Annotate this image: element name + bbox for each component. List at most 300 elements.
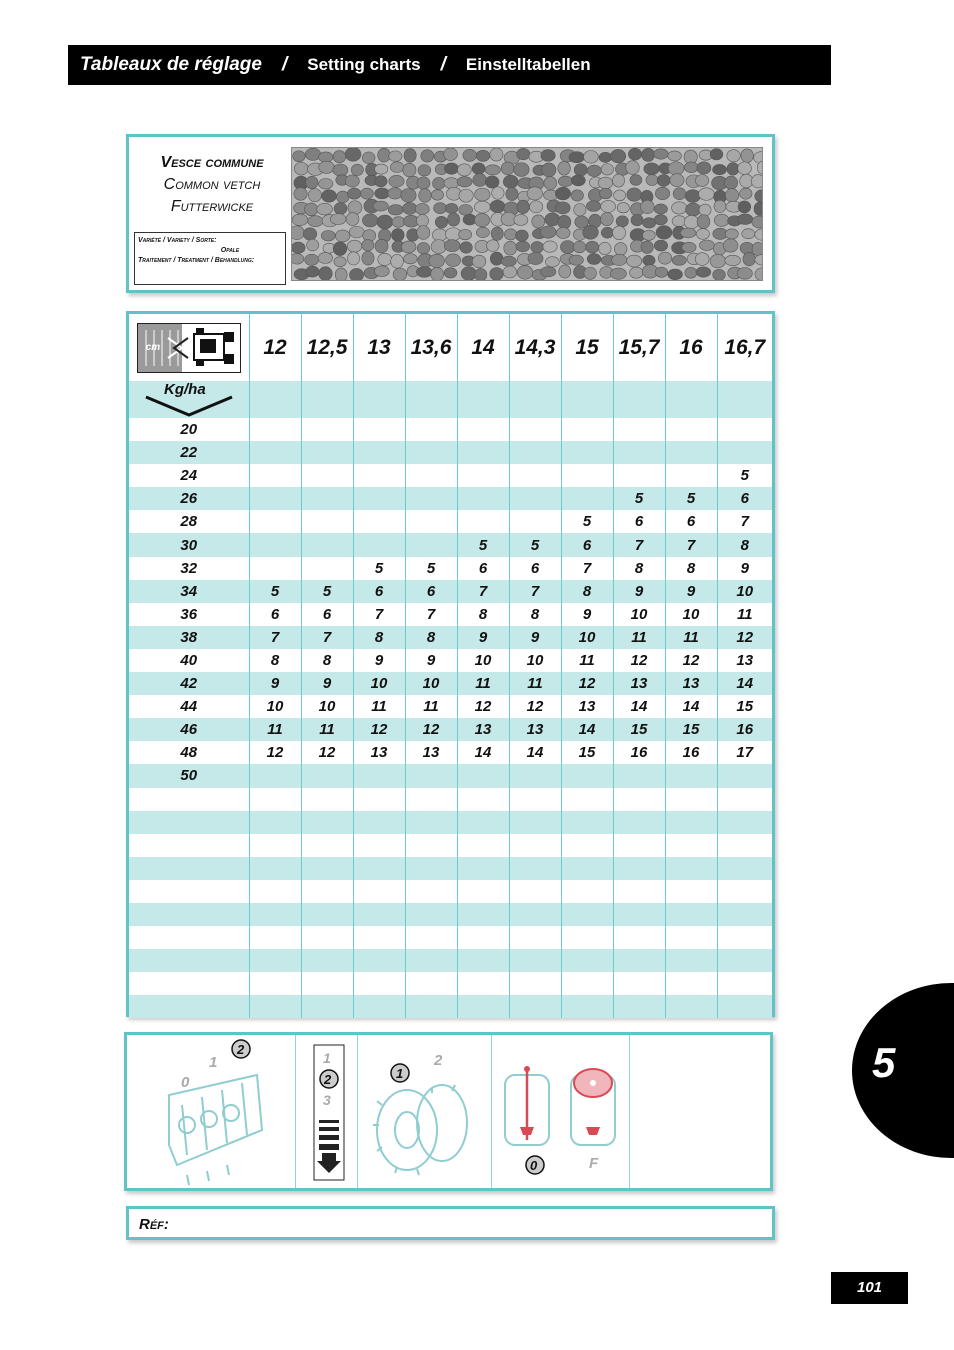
table-cell [509,764,561,787]
table-cell: 11 [613,626,665,649]
seed-grain [435,216,447,228]
seed-grain [560,241,574,254]
table-cell [249,788,301,811]
table-cell [353,903,405,926]
table-cell [509,510,561,533]
seed-grain [601,227,613,238]
table-cell: 8 [717,533,772,556]
column-header: 15,7 [613,314,665,381]
table-cell: 10 [301,695,353,718]
seed-grain [432,229,447,241]
seed-grain [697,215,710,229]
table-row [129,533,772,556]
seed-grain [626,161,640,175]
table-cell [561,995,613,1018]
seed-grain [375,239,388,253]
seed-grain [501,162,514,175]
table-cell [249,903,301,926]
seed-grain [668,151,682,161]
table-cell: 6 [249,603,301,626]
table-cell [249,880,301,903]
seed-grain [752,216,762,228]
seed-grain [755,254,762,265]
table-cell [353,857,405,880]
seed-name-en: Common vetch [163,176,261,193]
table-cell [457,487,509,510]
seed-grain [616,216,628,227]
table-cell: 9 [717,557,772,580]
seed-grain [697,162,711,174]
seed-grain [403,203,417,215]
table-cell: 5 [613,487,665,510]
table-cell [301,381,353,418]
seed-grain [322,190,337,202]
seed-grain [543,241,557,252]
kg-rate-cell [129,857,249,880]
table-cell: 11 [301,718,353,741]
header-bar [68,45,831,85]
kg-rate-cell [129,995,249,1018]
table-cell [301,510,353,533]
seed-grain [334,257,346,267]
header-title-en: Setting charts [307,55,421,74]
seed-grain [545,213,560,226]
seed-grain [417,177,430,189]
seed-grain [740,174,753,188]
seed-grain [738,162,752,175]
table-cell: 14 [717,672,772,695]
seed-grain [404,254,418,264]
table-cell [405,418,457,441]
table-cell [509,995,561,1018]
table-cell: 7 [613,533,665,556]
table-row [129,926,772,949]
table-cell [665,972,717,995]
seed-grain [349,226,364,238]
kg-rate-cell [129,903,249,926]
seed-grain [541,150,555,162]
table-row [129,949,772,972]
seed-grain [362,214,378,227]
seed-grain [643,218,656,228]
flap-pos-f: F [589,1155,599,1172]
wheel-icon [373,1085,467,1175]
seed-grain [714,214,729,226]
seed-grain [642,148,655,161]
seed-grain [347,240,362,252]
distributor-pos-0: 0 [181,1074,190,1091]
table-cell [561,903,613,926]
table-cell [509,926,561,949]
seed-grain [459,189,473,202]
seed-grain [457,177,472,187]
seed-grain [643,230,656,240]
table-cell [457,880,509,903]
table-cell: 9 [665,580,717,603]
table-cell [353,418,405,441]
seed-grain [685,267,697,278]
table-cell [405,857,457,880]
seed-grain [306,266,320,277]
seed-grain [741,149,753,163]
seed-grain [630,267,644,278]
seed-grain [641,241,653,254]
table-cell [717,764,772,787]
seed-grain [503,175,518,188]
table-row [129,464,772,487]
table-cell [249,949,301,972]
seed-grain [529,201,542,213]
table-cell [561,464,613,487]
seed-grain [627,188,642,201]
seed-grain [463,149,477,161]
table-cell [509,811,561,834]
table-cell [613,441,665,464]
kg-rate-cell: 22 [129,441,249,464]
seed-grain [738,201,751,213]
seed-grain [334,203,347,215]
kg-rate-cell: 34 [129,580,249,603]
table-row [129,764,772,787]
table-cell: 8 [301,649,353,672]
reference-box [126,1206,775,1240]
table-cell [561,926,613,949]
seed-grain [680,228,696,238]
seed-grain [740,242,754,254]
table-cell: 7 [509,580,561,603]
kg-rate-cell: 44 [180,698,198,716]
seed-grain [416,215,428,227]
seed-grain [487,240,499,252]
seed-grain [388,188,402,199]
table-row [129,880,772,903]
seed-grain [305,254,319,265]
table-cell: 13 [717,649,772,672]
table-cell [717,926,772,949]
seed-grain [752,242,762,255]
seed-grain [710,149,723,160]
table-header-row [129,314,772,381]
machine-icon-cell [129,314,249,381]
column-header: 15 [561,314,613,381]
kg-label-cell [129,381,249,418]
seed-grain [737,268,752,280]
icon-unit-label: cm [145,341,161,353]
kg-rate-cell: 50 [129,764,249,787]
seed-grain [755,190,762,203]
seed-grain [292,242,305,253]
seed-grain [444,148,458,161]
table-cell [457,788,509,811]
seed-grain [685,203,700,216]
table-cell: 8 [353,626,405,649]
table-cell [457,949,509,972]
table-cell [405,441,457,464]
seed-grain [375,188,390,199]
seed-grain [754,202,762,216]
seed-grain [417,226,430,240]
section-tab [852,983,954,1158]
seed-grain [713,269,726,280]
table-cell: 7 [717,510,772,533]
table-cell [509,972,561,995]
table-cell: 12 [509,695,561,718]
table-cell: 13 [613,672,665,695]
table-cell [457,857,509,880]
table-cell: 12 [353,718,405,741]
table-row [129,972,772,995]
seed-grain [490,252,503,265]
seed-grain [317,203,333,215]
seed-grain [433,177,445,189]
seed-grain [419,189,432,203]
seed-grain [375,266,390,277]
table-row [129,510,772,533]
seed-grain [584,267,596,279]
table-cell: 12 [561,672,613,695]
table-cell [717,788,772,811]
seed-name-fr: Vesce commune [160,154,264,171]
seed-grain [725,255,741,265]
table-cell: 5 [561,510,613,533]
table-cell [665,903,717,926]
table-cell [249,487,301,510]
table-cell [405,880,457,903]
table-cell [457,764,509,787]
table-cell: 6 [717,487,772,510]
seed-grain [388,205,403,215]
seed-grain [631,214,643,225]
seed-grain [362,251,374,265]
table-row [129,487,772,510]
seed-grain [393,268,407,280]
seed-grain [725,229,738,239]
seed-grain [446,254,461,267]
seed-grain [378,253,392,265]
seed-grain [335,268,347,280]
seed-grain [460,242,472,253]
seed-grain [586,241,599,253]
seed-grain [668,162,684,175]
seed-grain [668,269,683,280]
table-cell [561,487,613,510]
seed-grain [490,148,503,161]
table-cell [457,464,509,487]
table-cell: 7 [249,626,301,649]
table-cell: 16 [665,741,717,764]
seed-grain [294,187,307,200]
table-cell: 9 [353,649,405,672]
table-cell [405,381,457,418]
seed-grain [601,212,614,225]
table-cell [561,972,613,995]
table-cell [561,764,613,787]
column-header: 12 [249,314,301,381]
table-cell: 14 [457,741,509,764]
seed-grain [492,187,504,200]
seed-grain [421,150,434,162]
table-cell: 16 [613,741,665,764]
column-header: 13,6 [405,314,457,381]
table-cell [509,880,561,903]
seed-grain [654,149,668,159]
seed-grain [544,177,557,190]
kg-rate-cell [129,788,249,811]
table-cell [613,834,665,857]
seed-grain [528,252,543,264]
seed-grain [417,243,430,254]
seed-grain [586,201,600,212]
seed-grain [601,200,616,212]
seed-grain [345,148,361,161]
seed-grain [517,200,529,213]
seeder-spacing-icon [137,323,241,373]
kg-rate-cell: 32 [180,559,198,577]
table-row [129,441,772,464]
table-cell [405,487,457,510]
table-cell [405,764,457,787]
seed-grain [755,268,762,280]
kg-rate-cell [129,811,249,834]
seed-grain [755,229,762,240]
seed-grain [654,204,667,214]
table-cell: 13 [509,718,561,741]
table-cell [457,834,509,857]
table-cell [405,533,457,556]
seed-grain [627,255,642,267]
table-row [129,903,772,926]
table-cell [405,788,457,811]
table-cell: 12 [249,741,301,764]
table-cell [353,487,405,510]
table-cell [665,811,717,834]
seed-grain [378,148,391,162]
table-row [129,995,772,1018]
table-cell [249,464,301,487]
table-cell [457,381,509,418]
table-cell: 8 [613,557,665,580]
seed-grain [614,243,627,256]
table-row [129,672,772,695]
kg-rate-cell [129,972,249,995]
table-cell [561,441,613,464]
table-cell [561,949,613,972]
table-cell [509,857,561,880]
gear-pos-1: 1 [323,1050,331,1066]
seed-grain [610,149,625,162]
table-cell [301,557,353,580]
table-cell [665,418,717,441]
column-header: 13 [353,314,405,381]
seed-grain [743,252,755,266]
seed-grain [737,214,753,225]
table-cell: 9 [301,672,353,695]
table-cell: 14 [509,741,561,764]
seed-grain [506,187,518,200]
table-cell [613,926,665,949]
table-cell [353,533,405,556]
seed-grain [558,215,571,229]
flap-pos-0: 0 [530,1158,538,1173]
seed-grain [351,164,363,175]
seed-grain [292,214,308,225]
distributor-pos-2: 2 [237,1042,245,1057]
seed-grain [461,267,476,280]
table-cell: 10 [613,603,665,626]
seed-grain [558,176,573,186]
header-separator: / [281,54,288,75]
seed-grain [684,215,699,228]
table-cell: 10 [457,649,509,672]
seed-grain [362,240,374,251]
variety-box [134,232,286,285]
seed-grain [336,191,348,203]
seed-grain [459,204,473,215]
table-cell [249,381,301,418]
table-cell [613,972,665,995]
seed-grain [699,204,711,216]
seed-grain [377,215,393,229]
table-cell [353,949,405,972]
table-cell: 8 [457,603,509,626]
seed-grain [516,241,530,251]
seed-grain [503,266,517,278]
kg-label-row [129,381,772,418]
seed-grain [542,163,556,177]
seed-grain [404,149,416,163]
table-cell [509,464,561,487]
seed-grain [431,267,444,280]
gear-pos-3: 3 [323,1092,331,1108]
table-cell [457,811,509,834]
seed-grain [375,176,387,187]
seed-grain [474,201,490,213]
table-cell: 12 [301,741,353,764]
seed-grain [361,188,374,199]
seed-grain [473,174,487,187]
seed-grain [305,203,318,216]
seed-grain [751,175,762,188]
table-cell: 9 [457,626,509,649]
seed-grain [444,163,458,174]
table-cell [301,464,353,487]
table-cell: 7 [457,580,509,603]
seed-grain [556,227,570,238]
table-cell: 8 [249,649,301,672]
table-cell: 12 [665,649,717,672]
kg-rate-cell: 28 [180,513,198,531]
table-cell [353,880,405,903]
header-title-fr: Tableaux de réglage [80,54,262,75]
seed-grain [613,174,625,187]
table-row [129,741,772,764]
table-cell [353,441,405,464]
table-cell: 5 [249,580,301,603]
seed-name-de: Futterwicke [170,198,254,215]
kg-rate-cell: 20 [180,421,198,439]
seed-grain [504,229,517,240]
kg-rate-cell: 46 [129,718,249,741]
seed-grain [373,201,388,211]
table-cell [665,926,717,949]
table-cell [249,510,301,533]
seed-grain [415,204,429,215]
table-cell [613,880,665,903]
table-cell: 11 [509,672,561,695]
table-cell [301,857,353,880]
table-cell: 12 [717,626,772,649]
seed-grain [727,163,739,175]
